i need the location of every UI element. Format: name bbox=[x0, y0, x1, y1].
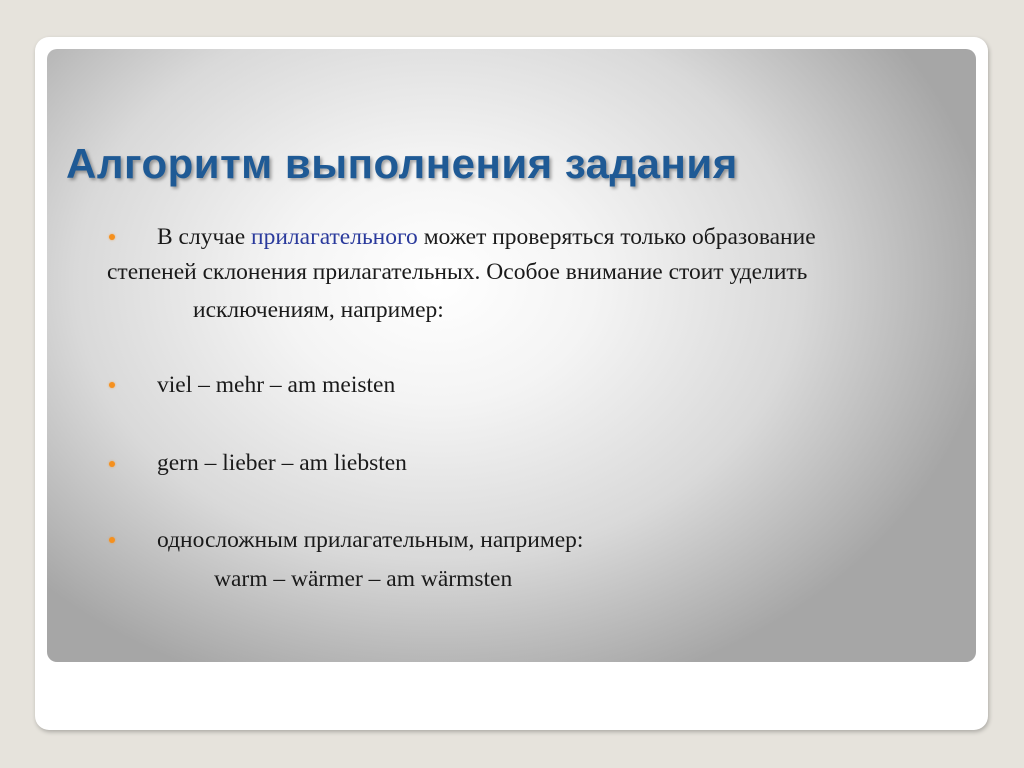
example-1: viel – mehr – am meisten bbox=[157, 372, 396, 398]
paragraph-1-line-1 bbox=[157, 224, 816, 251]
paragraph-1-text-before: В случае bbox=[157, 224, 252, 250]
bullet-icon bbox=[109, 234, 115, 240]
paragraph-1-line-3: исключениям, например: bbox=[193, 297, 444, 323]
slide-title: Алгоритм выполнения задания bbox=[66, 140, 738, 187]
highlighted-word: прилагательного bbox=[251, 224, 418, 250]
bullet-icon bbox=[109, 461, 115, 467]
paragraph-1-text-after: может проверяться только образование bbox=[417, 224, 816, 250]
bullet-icon bbox=[109, 382, 115, 388]
paragraph-1-line-2: степеней склонения прилагательных. Особое внимание стоит уделить bbox=[107, 259, 808, 285]
paragraph-2: односложным прилагательным, например: bbox=[157, 527, 584, 553]
example-2: gern – lieber – am liebsten bbox=[157, 450, 407, 476]
example-3: warm – wärmer – am wärmsten bbox=[214, 566, 513, 592]
bullet-icon bbox=[109, 537, 115, 543]
